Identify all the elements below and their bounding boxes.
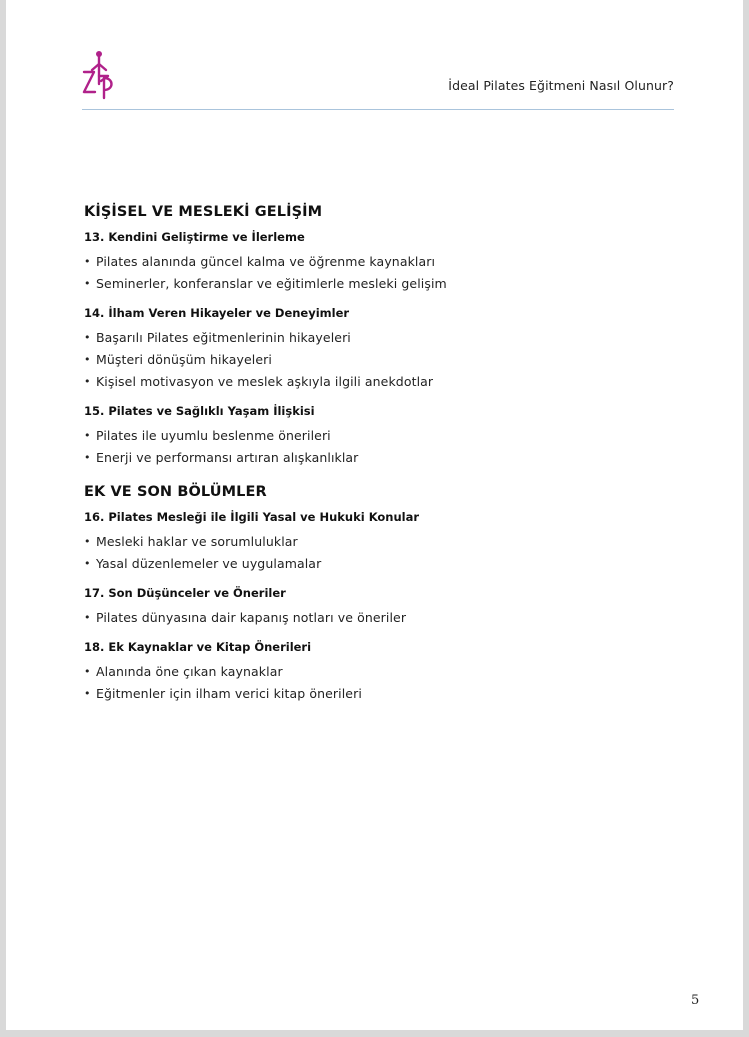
topic-heading: 16. Pilates Mesleği ile İlgili Yasal ve Hukuki Konular xyxy=(84,510,420,524)
list-item xyxy=(84,446,684,468)
bullet-icon: • xyxy=(84,534,91,548)
bullet-icon: • xyxy=(84,610,91,624)
list-item xyxy=(84,682,684,704)
bullet-icon: • xyxy=(84,450,91,464)
list-item-text: Seminerler, konferanslar ve eğitimlerle mesleki gelişim xyxy=(96,275,447,291)
bullet-icon: • xyxy=(84,276,91,290)
section xyxy=(84,204,684,468)
document-content xyxy=(84,204,684,714)
topic-heading: 13. Kendini Geliştirme ve İlerleme xyxy=(84,230,305,244)
list-item xyxy=(84,348,684,370)
list-item-text: Müşteri dönüşüm hikayeleri xyxy=(96,351,272,367)
list-item xyxy=(84,250,684,272)
bullet-icon: • xyxy=(84,374,91,388)
topic xyxy=(84,304,684,392)
bullet-icon: • xyxy=(84,556,91,570)
list-item xyxy=(84,606,684,628)
section xyxy=(84,484,684,704)
document-page xyxy=(6,0,743,1030)
bullet-icon: • xyxy=(84,254,91,268)
list-item-text: Başarılı Pilates eğitmenlerinin hikayeleri xyxy=(96,329,351,345)
header-divider xyxy=(82,109,674,110)
page-number: 5 xyxy=(691,993,700,1008)
topic xyxy=(84,584,684,628)
section-title: EK VE SON BÖLÜMLER xyxy=(84,484,267,500)
list-item xyxy=(84,660,684,682)
list-item-text: Mesleki haklar ve sorumluluklar xyxy=(96,533,298,549)
topic-heading: 18. Ek Kaynaklar ve Kitap Önerileri xyxy=(84,640,312,654)
zp-yoga-logo xyxy=(80,48,120,102)
list-item xyxy=(84,552,684,574)
list-item xyxy=(84,272,684,294)
topic-heading: 15. Pilates ve Sağlıklı Yaşam İlişkisi xyxy=(84,404,315,418)
bullet-icon: • xyxy=(84,352,91,366)
topic xyxy=(84,402,684,468)
list-item-text: Yasal düzenlemeler ve uygulamalar xyxy=(96,555,322,571)
list-item-text: Pilates alanında güncel kalma ve öğrenme kaynakları xyxy=(96,253,436,269)
list-item-text: Eğitmenler için ilham verici kitap önerileri xyxy=(96,685,362,701)
list-item-text: Alanında öne çıkan kaynaklar xyxy=(96,663,283,679)
topic xyxy=(84,508,684,574)
list-item xyxy=(84,326,684,348)
list-item-text: Enerji ve performansı artıran alışkanlıklar xyxy=(96,449,359,465)
topic xyxy=(84,228,684,294)
list-item-text: Kişisel motivasyon ve meslek aşkıyla ilgili anekdotlar xyxy=(96,373,434,389)
section-title: KİŞİSEL VE MESLEKİ GELİŞİM xyxy=(84,204,323,220)
list-item xyxy=(84,424,684,446)
bullet-icon: • xyxy=(84,330,91,344)
list-item xyxy=(84,530,684,552)
topic xyxy=(84,638,684,704)
bullet-icon: • xyxy=(84,664,91,678)
topic-heading: 17. Son Düşünceler ve Öneriler xyxy=(84,586,286,600)
bullet-icon: • xyxy=(84,686,91,700)
list-item xyxy=(84,370,684,392)
list-item-text: Pilates ile uyumlu beslenme önerileri xyxy=(96,427,331,443)
bullet-icon: • xyxy=(84,428,91,442)
list-item-text: Pilates dünyasına dair kapanış notları ve öneriler xyxy=(96,609,407,625)
header-title: İdeal Pilates Eğitmeni Nasıl Olunur? xyxy=(448,78,674,93)
topic-heading: 14. İlham Veren Hikayeler ve Deneyimler xyxy=(84,306,350,320)
